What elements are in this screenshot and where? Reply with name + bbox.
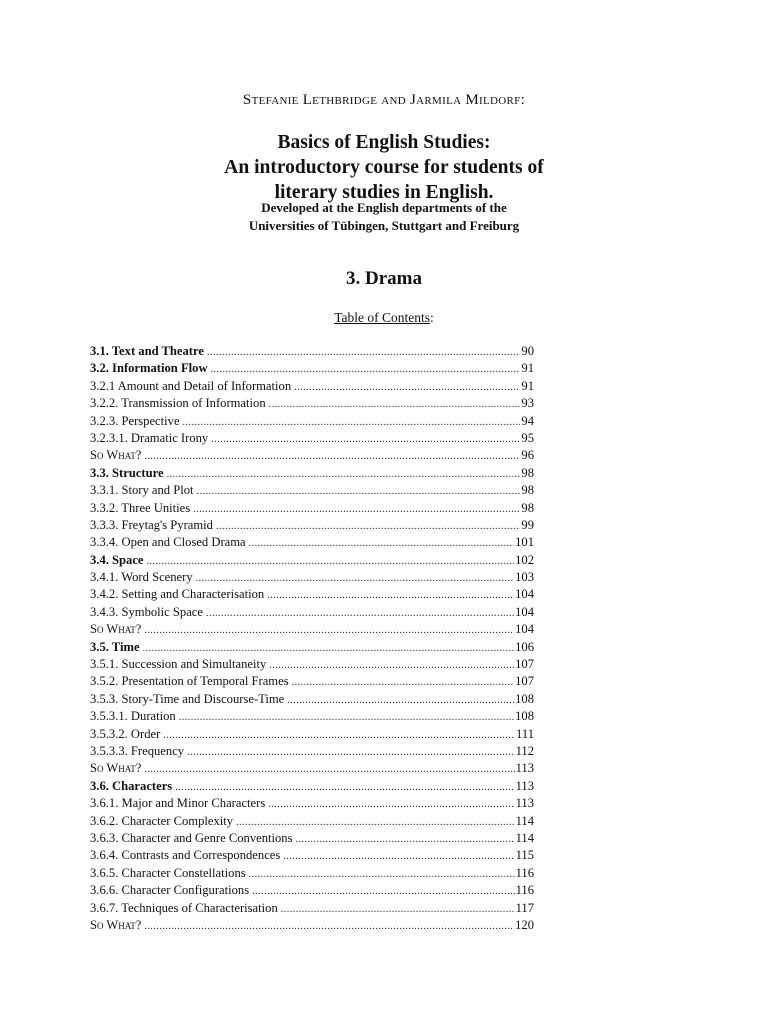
table-of-contents <box>90 343 534 934</box>
toc-entry-label: 3.6.1. Major and Minor Characters <box>90 796 266 811</box>
toc-leader-dots <box>196 570 514 586</box>
toc-entry-page: 93 <box>521 396 534 411</box>
toc-entry-label: 3.5.1. Succession and Simultaneity <box>90 657 267 672</box>
toc-entry-page: 107 <box>515 657 534 672</box>
toc-leader-dots <box>183 414 521 430</box>
toc-heading-text: Table of Contents <box>334 310 431 325</box>
toc-entry <box>90 882 534 899</box>
toc-leader-dots <box>187 744 514 760</box>
toc-entry-page: 120 <box>515 917 534 932</box>
title-line-1: Basics of English Studies: <box>277 132 491 153</box>
toc-entry <box>90 604 534 621</box>
toc-entry-label: 3.2.3.1. Dramatic Irony <box>90 430 209 445</box>
subtitle-line-1: Developed at the English departments of the <box>261 200 507 215</box>
toc-entry-label: So What? <box>90 622 142 637</box>
toc-entry-page: 113 <box>515 761 534 776</box>
toc-leader-dots <box>236 814 515 830</box>
toc-entry-label: So What? <box>90 448 142 463</box>
toc-leader-dots <box>167 466 521 482</box>
toc-entry-page: 113 <box>515 778 534 793</box>
toc-entry-label: 3.4. Space <box>90 552 144 567</box>
toc-leader-dots <box>249 866 515 882</box>
toc-leader-dots <box>207 344 520 360</box>
chapter-title: 3. Drama <box>346 268 422 289</box>
toc-entry <box>90 778 534 795</box>
toc-entry <box>90 360 534 377</box>
toc-entry <box>90 534 534 551</box>
toc-leader-dots <box>147 553 515 569</box>
toc-entry-label: 3.2.1 Amount and Detail of Information <box>90 378 292 393</box>
toc-entry <box>90 673 534 690</box>
toc-entry-label: 3.6.6. Character Configurations <box>90 883 250 898</box>
toc-entry-label: 3.6.3. Character and Genre Conventions <box>90 830 293 845</box>
toc-entry-label: 3.4.3. Symbolic Space <box>90 604 203 619</box>
toc-entry-label: 3.6.5. Character Constellations <box>90 865 246 880</box>
toc-entry-label: 3.3. Structure <box>90 465 164 480</box>
toc-entry-page: 115 <box>515 848 534 863</box>
toc-entry-label: 3.3.4. Open and Closed Drama <box>90 535 246 550</box>
toc-leader-dots <box>269 396 521 412</box>
title-line-3: literary studies in English. <box>274 182 494 203</box>
toc-leader-dots <box>294 379 520 395</box>
toc-entry-page: 95 <box>521 430 534 445</box>
toc-entry-label: 3.3.2. Three Unities <box>90 500 191 515</box>
toc-entry <box>90 482 534 499</box>
toc-leader-dots <box>216 518 520 534</box>
toc-leader-dots <box>193 501 520 517</box>
toc-entry-page: 98 <box>521 483 534 498</box>
toc-entry-page: 108 <box>515 691 534 706</box>
toc-leader-dots <box>175 779 514 795</box>
toc-entry-label: 3.6.7. Techniques of Characterisation <box>90 900 278 915</box>
toc-entry <box>90 517 534 534</box>
toc-entry <box>90 830 534 847</box>
toc-entry <box>90 343 534 360</box>
title-line-2: An introductory course for students of <box>224 157 544 178</box>
toc-entry <box>90 726 534 743</box>
toc-entry-page: 114 <box>515 813 534 828</box>
toc-entry <box>90 413 534 430</box>
toc-entry <box>90 569 534 586</box>
toc-leader-dots <box>144 918 514 934</box>
toc-leader-dots <box>144 761 514 777</box>
toc-entry-page: 91 <box>521 378 534 393</box>
toc-entry <box>90 760 534 777</box>
toc-entry-page: 91 <box>521 361 534 376</box>
toc-entry <box>90 500 534 517</box>
toc-entry-page: 116 <box>515 883 534 898</box>
toc-entry <box>90 847 534 864</box>
toc-entry <box>90 378 534 395</box>
toc-entry-label: 3.2.3. Perspective <box>90 413 180 428</box>
toc-entry <box>90 813 534 830</box>
toc-entry-label: 3.2. Information Flow <box>90 361 208 376</box>
toc-entry-label: 3.6.4. Contrasts and Correspondences <box>90 848 281 863</box>
toc-leader-dots <box>143 640 515 656</box>
toc-entry-label: 3.4.2. Setting and Characterisation <box>90 587 265 602</box>
toc-leader-dots <box>292 674 515 690</box>
toc-entry <box>90 708 534 725</box>
toc-entry-page: 99 <box>521 517 534 532</box>
toc-leader-dots <box>206 605 514 621</box>
toc-entry <box>90 795 534 812</box>
toc-entry-label: 3.5.2. Presentation of Temporal Frames <box>90 674 289 689</box>
toc-entry-page: 108 <box>515 709 534 724</box>
toc-entry-page: 114 <box>515 830 534 845</box>
toc-entry-label: 3.5.3.3. Frequency <box>90 743 185 758</box>
toc-entry-page: 104 <box>515 604 534 619</box>
toc-entry <box>90 586 534 603</box>
toc-entry-label: 3.5.3.1. Duration <box>90 709 176 724</box>
toc-entry-page: 96 <box>521 448 534 463</box>
toc-entry-label: 3.1. Text and Theatre <box>90 344 204 358</box>
toc-entry-page: 117 <box>515 900 534 915</box>
toc-leader-dots <box>197 483 521 499</box>
toc-leader-dots <box>211 361 521 377</box>
toc-entry <box>90 900 534 917</box>
toc-leader-dots <box>211 431 520 447</box>
toc-entry-page: 101 <box>515 535 534 550</box>
toc-entry-page: 104 <box>515 622 534 637</box>
toc-leader-dots <box>252 883 514 899</box>
authors-line: Stefanie Lethbridge and Jarmila Mildorf: <box>242 92 526 108</box>
toc-entry-label: 3.3.3. Freytag's Pyramid <box>90 517 213 532</box>
book-subtitle <box>0 199 768 235</box>
toc-leader-dots <box>144 448 520 464</box>
toc-entry-page: 94 <box>521 413 534 428</box>
toc-heading <box>0 310 768 326</box>
toc-entry <box>90 395 534 412</box>
toc-leader-dots <box>267 587 514 603</box>
toc-leader-dots <box>287 692 514 708</box>
subtitle-line-2: Universities of Tübingen, Stuttgart and Freiburg <box>248 218 520 233</box>
toc-entry-label: 3.2.2. Transmission of Information <box>90 396 266 411</box>
toc-entry <box>90 691 534 708</box>
toc-leader-dots <box>144 622 514 638</box>
toc-entry-label: 3.5.3.2. Order <box>90 726 161 741</box>
toc-entry-page: 98 <box>521 500 534 515</box>
toc-entry-label: So What? <box>90 917 142 932</box>
toc-entry-page: 116 <box>515 865 534 880</box>
toc-entry-page: 106 <box>515 639 534 654</box>
toc-entry-label: 3.3.1. Story and Plot <box>90 483 194 498</box>
toc-entry <box>90 430 534 447</box>
toc-entry <box>90 447 534 464</box>
toc-entry-label: 3.6.2. Character Complexity <box>90 813 234 828</box>
toc-entry <box>90 743 534 760</box>
toc-leader-dots <box>163 727 515 743</box>
toc-entry-page: 98 <box>521 465 534 480</box>
toc-entry <box>90 621 534 638</box>
toc-entry-page: 111 <box>516 726 534 741</box>
toc-entry-page: 107 <box>515 674 534 689</box>
toc-entry <box>90 552 534 569</box>
toc-entry-page: 103 <box>515 570 534 585</box>
toc-leader-dots <box>269 657 514 673</box>
toc-entry <box>90 917 534 934</box>
toc-entry <box>90 656 534 673</box>
toc-entry-label: 3.6. Characters <box>90 778 173 793</box>
toc-entry-label: 3.5.3. Story-Time and Discourse-Time <box>90 691 285 706</box>
toc-entry-page: 102 <box>515 552 534 567</box>
toc-entry <box>90 865 534 882</box>
toc-entry-label: 3.4.1. Word Scenery <box>90 570 193 585</box>
toc-entry-page: 113 <box>515 796 534 811</box>
toc-entry <box>90 465 534 482</box>
toc-leader-dots <box>283 848 514 864</box>
toc-heading-colon: : <box>430 310 434 325</box>
toc-entry-page: 112 <box>515 743 534 758</box>
toc-entry-label: 3.5. Time <box>90 639 140 654</box>
toc-entry-page: 90 <box>521 344 534 358</box>
book-title <box>0 130 768 205</box>
toc-leader-dots <box>179 709 514 725</box>
toc-entry <box>90 639 534 656</box>
toc-leader-dots <box>268 796 514 812</box>
toc-entry-page: 104 <box>515 587 534 602</box>
toc-entry-label: So What? <box>90 761 142 776</box>
toc-leader-dots <box>296 831 515 847</box>
toc-leader-dots <box>249 535 514 551</box>
toc-leader-dots <box>281 901 515 917</box>
